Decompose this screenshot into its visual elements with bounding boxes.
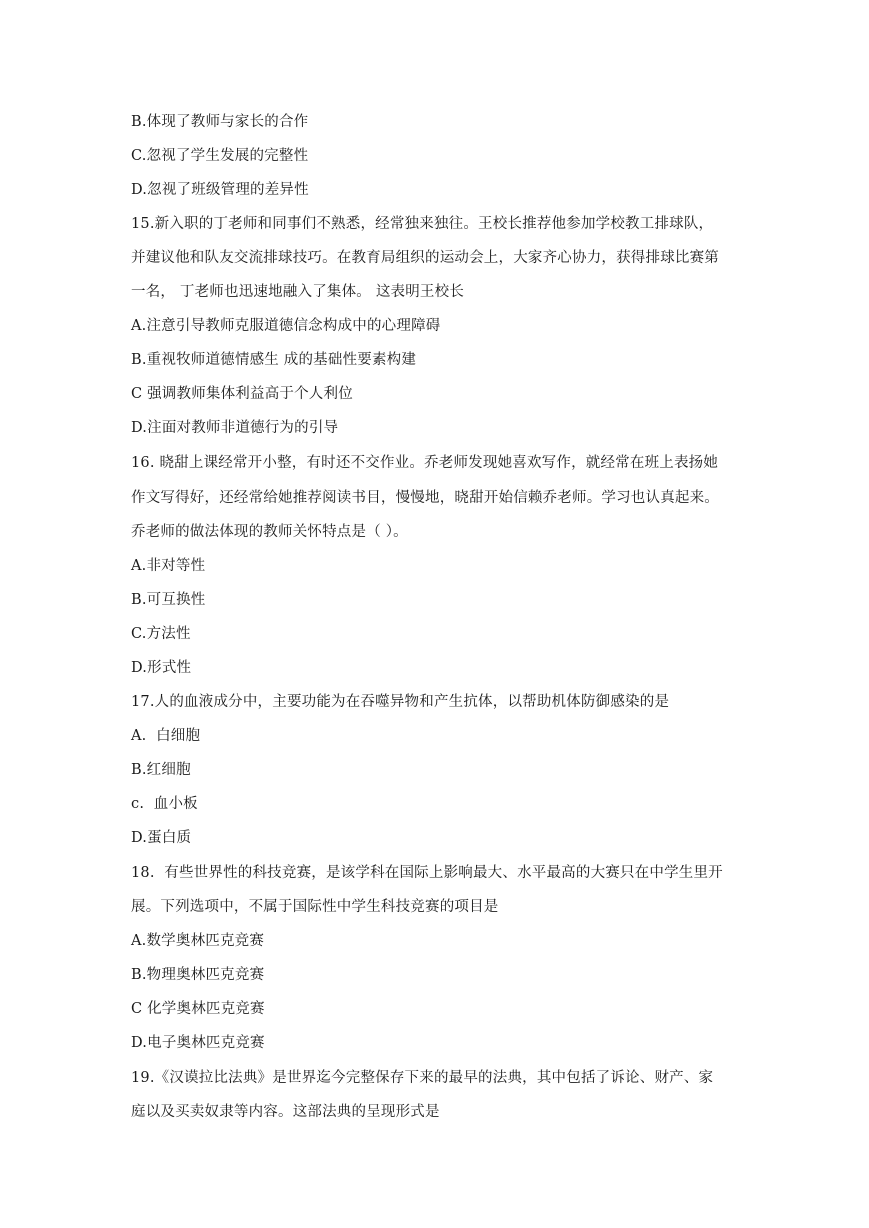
option-c-q18: C 化学奥林匹克竞赛 <box>131 1001 265 1017</box>
question-15-line-2: 并建议他和队友交流排球技巧。在教育局组织的运动会上，大家齐心协力，获得排球比赛第 <box>131 250 719 266</box>
option-b-q14: B.体现了教师与家长的合作 <box>131 114 309 130</box>
option-b-q16: B.可互换性 <box>131 592 206 608</box>
option-a-q18: A.数学奥林匹克竞赛 <box>131 933 265 949</box>
option-c-q16: C.方法性 <box>131 626 191 642</box>
question-18-line-2: 展。下列选项中，不属于国际性中学生科技竞赛的项目是 <box>131 899 499 915</box>
question-18-line-1: 18. 有些世界性的科技竞赛，是该学科在国际上影响最大、水平最高的大赛只在中学生里开 <box>131 865 723 881</box>
option-d-q16: D.形式性 <box>131 660 192 676</box>
option-a-q16: A.非对等性 <box>131 558 206 574</box>
option-a-q17: A. 白细胞 <box>131 728 201 744</box>
option-d-q18: D.电子奥林匹克竞赛 <box>131 1035 265 1051</box>
question-17: 17.人的血液成分中，主要功能为在吞噬异物和产生抗体，以帮助机体防御感染的是 <box>131 694 670 710</box>
option-a-q15: A.注意引导教师克服道德信念构成中的心理障碍 <box>131 318 441 334</box>
option-c-q17: c. 血小板 <box>131 796 198 812</box>
option-c-q15: C 强调教师集体利益高于个人利位 <box>131 386 353 402</box>
option-b-q18: B.物理奥林匹克竞赛 <box>131 967 265 983</box>
question-16-line-1: 16. 晓甜上课经常开小整，有时还不交作业。乔老师发现她喜欢写作，就经常在班上表扬她 <box>131 455 719 471</box>
option-d-q17: D.蛋白质 <box>131 830 192 846</box>
question-15-line-3: 一名， 丁老师也迅速地融入了集体。 这表明王校长 <box>131 284 465 300</box>
option-d-q14: D.忽视了班级管理的差异性 <box>131 182 309 198</box>
question-16-line-2: 作文写得好，还经常给她推荐阅读书目，慢慢地，晓甜开始信赖乔老师。学习也认真起来。 <box>131 490 719 506</box>
question-19-line-2: 庭以及买卖奴隶等内容。这部法典的呈现形式是 <box>131 1104 440 1120</box>
option-b-q17: B.红细胞 <box>131 762 191 778</box>
option-d-q15: D.注面对教师非道德行为的引导 <box>131 420 339 436</box>
question-19-line-1: 19.《汉谟拉比法典》是世界迄今完整保存下来的最早的法典，其中包括了诉论、财产、家 <box>131 1070 714 1086</box>
option-b-q15: B.重视牧师道德情感生 成的基础性要素构建 <box>131 352 417 368</box>
option-c-q14: C.忽视了学生发展的完整性 <box>131 148 309 164</box>
question-16-line-3: 乔老师的做法体现的教师关怀特点是（ ）。 <box>131 524 408 540</box>
question-15-line-1: 15.新入职的丁老师和同事们不熟悉，经常独来独往。王校长推荐他参加学校教工排球队， <box>131 216 714 232</box>
